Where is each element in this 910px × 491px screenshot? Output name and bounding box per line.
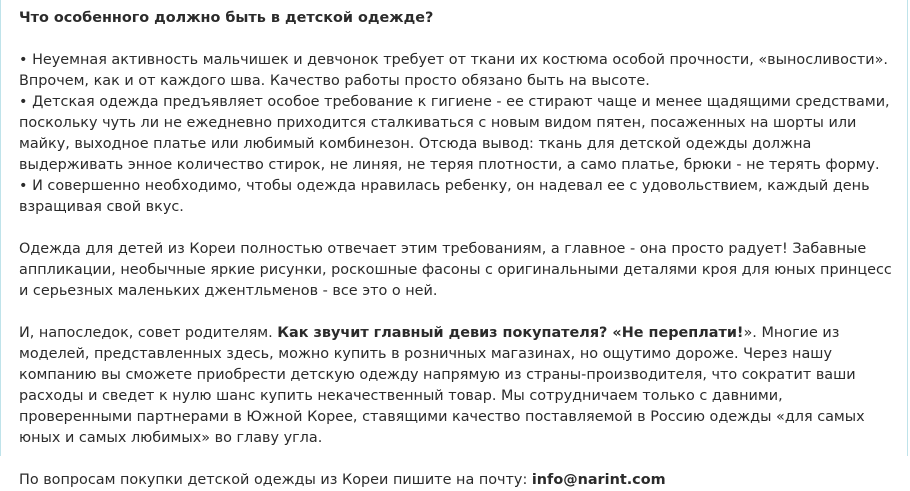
paragraph-advice — [19, 323, 899, 449]
spacer — [19, 449, 899, 470]
bullet-hygiene: • Детская одежда предъявляет особое требование к гигиене - ее стирают чаще и менее щадящими средствами, поскольку чуть ли не ежедневно приходится сталкиваться с новым видом пятен, посаженных на шорты или майку, выходное платье или любимый комбинезон. Отсюда вывод: ткань для детской одежды должна выдерживать энное количество стирок, не линяя, не теряя плотности, а само платье, брюки - не терять форму. — [19, 94, 890, 173]
article-content — [19, 0, 899, 491]
contact-text: По вопросам покупки детской одежды из Кореи пишите на почту: — [19, 472, 532, 488]
contact-line — [19, 470, 899, 491]
contact-email[interactable]: info@narint.com — [531, 472, 666, 488]
bullet-durability: • Неуемная активность мальчишек и девчонок требует от ткани их костюма особой прочности, «выносливости». Впрочем, как и от каждого шва. Качество работы просто обязано быть на высоте. — [19, 52, 888, 89]
spacer — [19, 218, 899, 239]
advice-motto: Как звучит главный девиз покупателя? «Не переплати! — [277, 325, 744, 341]
advice-rest: ». Многие из моделей, представленных здесь, можно купить в розничных магазинах, но ощутимо дороже. Через нашу компанию вы сможете приобрести детскую одежду напрямую из страны-производителя, что сократит ваши расходы и сведет к нулю шанс купить некачественный товар. Мы сотрудничаем только с давними, проверенными партнерами в Южной Корее, ставящими качество поставляемой в Россию одежды «для самых юных и самых любимых» во главу угла. — [19, 325, 865, 446]
bullet-child-liking: • И совершенно необходимо, чтобы одежда нравилась ребенку, он надевал ее с удовольствием, каждый день взращивая свой вкус. — [19, 178, 870, 215]
article-title: Что особенного должно быть в детской одежде? — [19, 10, 434, 26]
spacer — [19, 302, 899, 323]
advice-intro: И, напоследок, совет родителям. — [19, 325, 278, 341]
paragraph-korea-clothes: Одежда для детей из Кореи полностью отвечает этим требованиям, а главное - она просто радует! Забавные аппликации, необычные яркие рисунки, роскошные фасоны с оригинальными деталями кроя для юных принцесс и серьезных маленьких джентльменов - все это о ней. — [19, 241, 892, 299]
